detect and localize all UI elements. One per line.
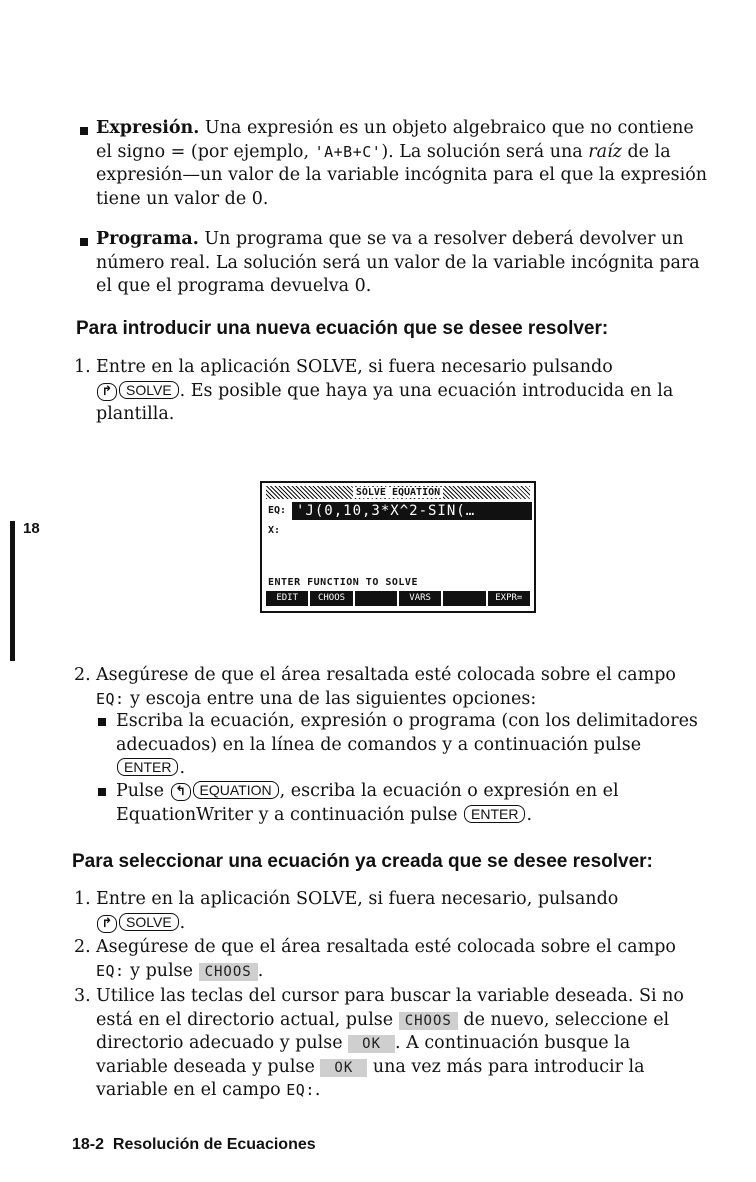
step-b1: 1. Entre en la aplicación SOLVE, si fuera necesario, pulsando ↱ SOLVE . <box>74 888 724 935</box>
text-line: , escriba la ecuación o expresión en el <box>279 781 619 801</box>
step-b2: 2. Asegúrese de que el área resaltada esté colocada sobre el campo EQ: y pulse CHOOS . <box>74 936 724 983</box>
enter-key: ENTER <box>464 805 525 823</box>
step-1-enter-solve <box>74 356 724 427</box>
text-line: y escoja entre una de las siguientes opciones: <box>124 688 537 709</box>
softkey-edit[interactable]: EDIT <box>266 591 308 606</box>
enter-key: ENTER <box>117 758 178 776</box>
text-line: variable deseada y pulse <box>96 1056 321 1077</box>
softkey-expr[interactable]: EXPR= <box>488 591 530 606</box>
text-line: . <box>314 1080 321 1100</box>
bullet-marker <box>80 238 88 246</box>
term-expresion: Expresión. <box>96 118 200 138</box>
section-heading-select-equation: Para seleccionar una ecuación ya creada que se desee resolver: <box>72 851 653 872</box>
text-line: número real. La solución será un valor de la variable incógnita para <box>96 252 700 273</box>
softkey-menu <box>266 591 530 606</box>
screen-prompt: ENTER FUNCTION TO SOLVE <box>268 577 418 588</box>
softkey-choos-label: CHOOS <box>199 963 258 981</box>
step-number: 2. <box>74 665 91 685</box>
solve-key: SOLVE <box>119 913 179 931</box>
step-number: 3. <box>74 986 91 1006</box>
text-line: y pulse <box>124 960 199 981</box>
text-line: Una expresión es un objeto algebraico que no contiene <box>199 118 694 138</box>
bullet-marker <box>80 127 88 135</box>
text-line: el signo = (por ejemplo, <box>96 141 315 162</box>
text-line: Asegúrese de que el área resaltada esté colocada sobre el campo <box>96 937 676 957</box>
text-line: de la <box>621 141 671 162</box>
code-example: 'A+B+C' <box>314 142 382 161</box>
bullet-expresion <box>96 117 716 211</box>
step-b3 <box>74 985 724 1103</box>
softkey-vars[interactable]: VARS <box>399 591 441 606</box>
step-number: 1. <box>74 889 91 909</box>
x-label: X: <box>268 525 281 536</box>
text-line: Entre en la aplicación SOLVE, si fuera necesario, pulsando <box>96 889 619 909</box>
sub-bullet-type: Escriba la ecuación, expresión o programa (con los delimitadores adecuados) en la línea de comandos y a continuación pulse ENTER . <box>116 710 716 781</box>
text-line: una vez más para introducir la <box>367 1056 645 1077</box>
bullet-marker <box>98 788 106 796</box>
right-shift-key-icon: ↱ <box>97 915 117 933</box>
text-line: Pulse <box>116 781 170 801</box>
right-shift-key-icon: ↱ <box>97 383 117 401</box>
screen-title-bar <box>266 486 530 499</box>
page-footer: 18-2 Resolución de Ecuaciones <box>72 1136 316 1153</box>
term-programa: Programa. <box>96 229 199 249</box>
softkey-blank <box>355 591 397 606</box>
eq-label: EQ: <box>268 505 287 516</box>
text-line: Entre en la aplicación SOLVE, si fuera necesario pulsando <box>96 357 613 377</box>
step-2-choose-option <box>74 664 724 711</box>
text-line: Asegúrese de que el área resaltada esté colocada sobre el campo <box>96 665 676 685</box>
text-line: . A continuación busque la <box>395 1033 631 1053</box>
emphasis-raiz: raíz <box>588 141 622 162</box>
text-line: Un programa que se va a resolver deberá devolver un <box>198 229 684 249</box>
softkey-ok-label: OK <box>320 1059 367 1077</box>
eq-field[interactable]: 'J(0,10,3*X^2-SIN(… <box>292 502 532 520</box>
softkey-choos-label: CHOOS <box>399 1012 458 1030</box>
text-line: plantilla. <box>96 404 175 424</box>
softkey-ok-label: OK <box>348 1035 395 1053</box>
code-eq: EQ: <box>96 961 125 980</box>
softkey-choos[interactable]: CHOOS <box>310 591 352 606</box>
solve-key: SOLVE <box>119 381 179 399</box>
step-number: 1. <box>74 357 91 377</box>
text-line: el que el programa devuelva 0. <box>96 276 372 296</box>
text-line: expresión—un valor de la variable incógnita para el que la expresión <box>96 165 708 185</box>
screen-title: SOLVE EQUATION <box>353 487 443 498</box>
bullet-marker <box>98 718 106 726</box>
section-heading-new-equation: Para introducir una nueva ecuación que se desee resolver: <box>76 318 609 339</box>
text-line: variable en el campo <box>96 1080 287 1100</box>
left-shift-key-icon: ↰ <box>171 783 191 801</box>
text-line: . Es posible que haya ya una ecuación introducida en la <box>179 380 674 401</box>
calculator-screen <box>260 481 536 613</box>
code-eq: EQ: <box>286 1081 315 1099</box>
text-line: ). La solución será una <box>381 141 589 162</box>
text-line: está en el directorio actual, pulse <box>96 1009 399 1030</box>
text-line: adecuados) en la línea de comandos y a continuación pulse <box>116 734 642 755</box>
text-line: tiene un valor de 0. <box>96 188 269 209</box>
chapter-tab-bar <box>10 521 15 661</box>
text-line: Escriba la ecuación, expresión o programa (con los delimitadores <box>116 711 698 731</box>
sub-bullet-equation: Pulse ↰ EQUATION , escriba la ecuación o expresión en el EquationWriter y a continuación pulse ENTER . <box>116 781 619 825</box>
step-number: 2. <box>74 937 91 957</box>
code-eq: EQ: <box>96 689 125 708</box>
equation-key: EQUATION <box>193 781 279 799</box>
text-line: directorio adecuado y pulse <box>96 1033 349 1053</box>
text-line: Utilice las teclas del cursor para buscar la variable deseada. Si no <box>96 986 684 1006</box>
bullet-programa <box>96 228 716 299</box>
text-line: de nuevo, seleccione el <box>457 1009 670 1030</box>
chapter-number: 18 <box>23 520 40 537</box>
softkey-blank <box>443 591 485 606</box>
text-line: EquationWriter y a continuación pulse <box>116 804 463 825</box>
